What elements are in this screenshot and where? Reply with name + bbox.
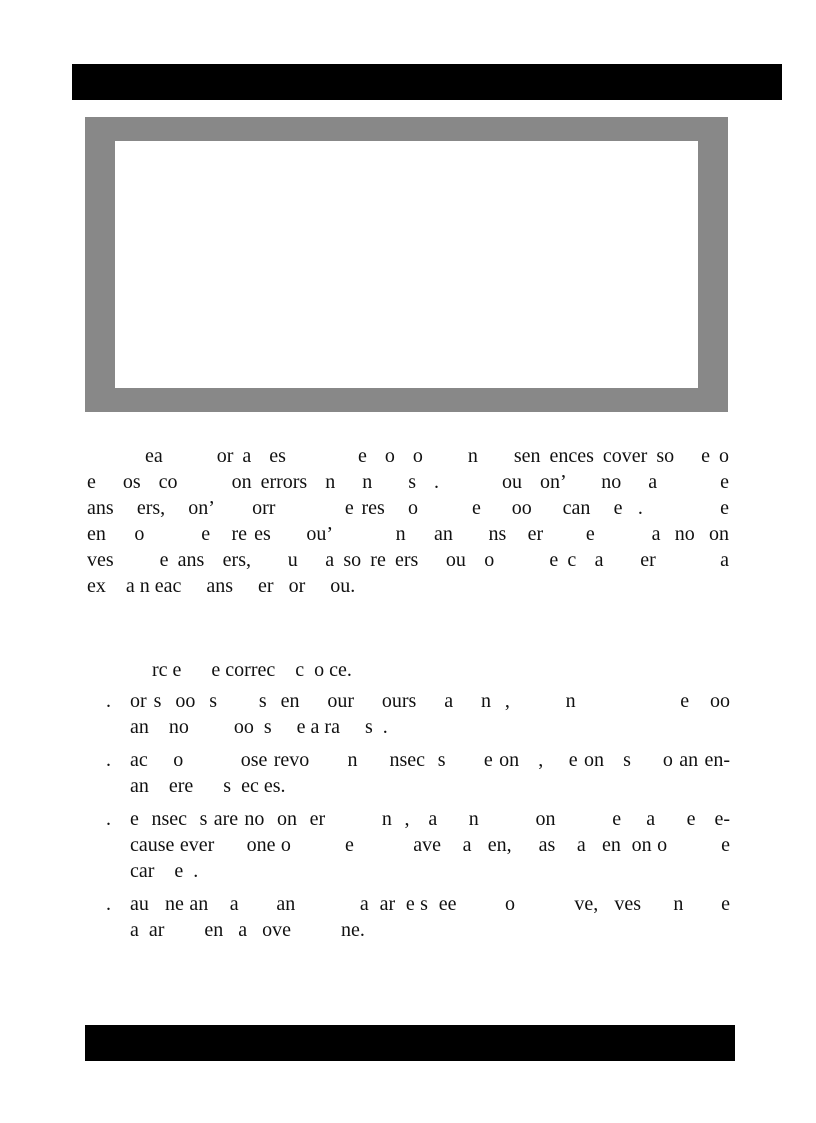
question-line: car e . (130, 860, 199, 882)
question-line: an ere s ec es. (130, 775, 286, 797)
question-item (106, 806, 730, 884)
question-line: an no oo s e a ra s . (130, 716, 388, 738)
question-line: ac o ose revo n nsec s e on , e on s o an en- (130, 749, 730, 771)
intro-paragraph (87, 443, 729, 599)
task-instruction: rc e e correc c o ce. (152, 659, 352, 681)
intro-line: ex a n eac ans er or ou. (87, 575, 356, 597)
header-bar (72, 64, 782, 100)
intro-line: ans ers, on’ orr e res o e oo can e . e (87, 497, 729, 519)
illustration-frame (85, 117, 728, 412)
question-number: . (106, 690, 111, 712)
question-line: cause ever one o e ave a en, as a en on o e (130, 834, 730, 856)
question-item (106, 891, 730, 943)
intro-line: ves e ans ers, u a so re ers ou o e c a er a (87, 549, 729, 571)
question-item (106, 747, 730, 799)
intro-line: ea or a es e o o n sen ences cover so e o (145, 445, 729, 467)
question-number: . (106, 749, 111, 771)
question-line: a ar en a ove ne. (130, 919, 365, 941)
footer-bar (85, 1025, 735, 1061)
question-line: e nsec s are no on er n , a n on e a e e- (130, 808, 730, 830)
question-list (106, 688, 730, 950)
question-number: . (106, 808, 111, 830)
question-line: au ne an a an a ar e s ee o ve, ves n e (130, 893, 730, 915)
intro-line: en o e re es ou’ n an ns er e a no on (87, 523, 729, 545)
intro-line: e os co on errors n n s . ou on’ no a e (87, 471, 729, 493)
question-item (106, 688, 730, 740)
illustration-placeholder (115, 141, 698, 388)
question-number: . (106, 893, 111, 915)
question-line: or s oo s s en our ours a n , n e oo (130, 690, 730, 712)
